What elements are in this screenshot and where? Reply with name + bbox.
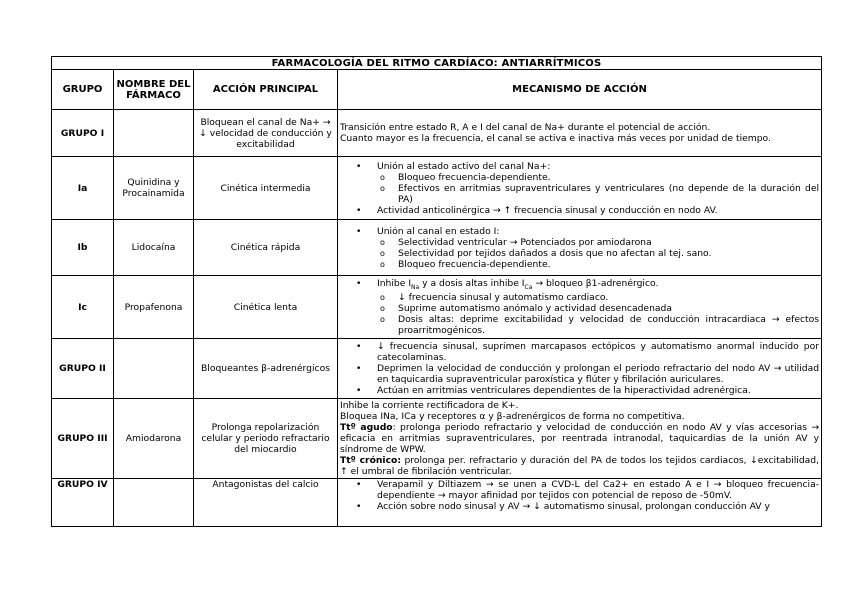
cell-farmaco [114, 110, 194, 157]
cell-accion: Prolonga repolarización celular y periodo refractario del miocardio [194, 399, 338, 479]
mechanism-line: Inhibe la corriente rectificadora de K+. [340, 400, 519, 411]
cell-grupo: Ic [52, 276, 114, 339]
cell-mecanismo [338, 220, 822, 276]
cell-mecanismo [338, 110, 822, 157]
sub-item: o ↓ frecuencia sinusal y automatismo cardiaco. [340, 292, 819, 303]
cell-farmaco [114, 479, 194, 527]
mechanism-line: Ttº agudo: prolonga periodo refractario y velocidad de conducción en nodo AV y vías accesorias → eficacia en arritmias supraventriculares, por reentrada intranodal, taquicardias de la unión AV y síndrome de WPW. [340, 422, 820, 455]
cell-accion: Cinética rápida [194, 220, 338, 276]
bullet-item: • Actividad anticolinérgica → ↑ frecuencia sinusal y conducción en nodo AV. [340, 205, 819, 216]
sub-item: o Bloqueo frecuencia-dependiente. [340, 172, 819, 183]
mechanism-line: Transición entre estado R, A e I del canal de Na+ durante el potencial de acción. [340, 122, 711, 133]
mechanism-line: Bloquea INa, ICa y receptores α y β-adrenérgicos de forma no competitiva. [340, 411, 685, 422]
sub-item: o Bloqueo frecuencia-dependiente. [340, 259, 819, 270]
header-mecanismo: MECANISMO DE ACCIÓN [338, 70, 822, 110]
cell-mecanismo [338, 157, 822, 220]
cell-farmaco: Amiodarona [114, 399, 194, 479]
cell-mecanismo [338, 339, 822, 399]
cell-accion: Bloquean el canal de Na+ → ↓ velocidad de conducción y excitabilidad [194, 110, 338, 157]
bullet-item: • ↓ frecuencia sinusal, suprimen marcapasos ectópicos y automatismo anormal inducido por catecolaminas. [340, 341, 819, 363]
cell-grupo: GRUPO IV [52, 479, 114, 527]
header-grupo: GRUPO [52, 70, 114, 110]
table-row [52, 276, 822, 339]
header-accion: ACCIÓN PRINCIPAL [194, 70, 338, 110]
table-row [52, 220, 822, 276]
sub-item: o Dosis altas: deprime excitabilidad y velocidad de conducción intracardiaca → efectos proarritmogénicos. [340, 314, 819, 336]
cell-mecanismo [338, 399, 822, 479]
cell-grupo: Ib [52, 220, 114, 276]
cell-mecanismo [338, 276, 822, 339]
table-row [52, 157, 822, 220]
cell-farmaco: Propafenona [114, 276, 194, 339]
sub-item: o Suprime automatismo anómalo y actividad desencadenada [340, 303, 819, 314]
table-row [52, 479, 822, 527]
cell-accion: Cinética intermedia [194, 157, 338, 220]
cell-accion: Antagonistas del calcio [194, 479, 338, 527]
cell-grupo: GRUPO II [52, 339, 114, 399]
mechanism-line: Cuanto mayor es la frecuencia, el canal se activa e inactiva más veces por unidad de tiempo. [340, 133, 771, 144]
sub-item: o Selectividad ventricular → Potenciados por amiodarona [340, 237, 819, 248]
cell-farmaco [114, 339, 194, 399]
bullet-item: • Unión al estado activo del canal Na+: [340, 161, 819, 172]
bullet-item: • Unión al canal en estado I: [340, 226, 819, 237]
bullet-item: • Acción sobre nodo sinusal y AV → ↓ automatismo sinusal, prolongan conducción AV y [340, 501, 819, 512]
bullet-item: • Deprimen la velocidad de conducción y prolongan el periodo refractario del nodo AV → utilidad en taquicardia supraventricular paroxística y flúter y fibrilación auriculares. [340, 363, 819, 385]
mechanism-line: Ttº crónico: prolonga per. refractario y duración del PA de todos los tejidos cardiacos, ↓excitabilidad, ↑ el umbral de fibrilación ventricular. [340, 455, 820, 477]
cell-grupo: Ia [52, 157, 114, 220]
antiarrhythmics-table [51, 56, 822, 527]
sub-item: o Selectividad por tejidos dañados a dosis que no afectan al tej. sano. [340, 248, 819, 259]
cell-accion: Cinética lenta [194, 276, 338, 339]
bullet-item: • Verapamil y Diltiazem → se unen a CVD-L del Ca2+ en estado A e I → bloqueo frecuencia-dependiente → mayor afinidad por tejidos con potencial de reposo de -50mV. [340, 479, 819, 501]
header-nombre: NOMBRE DEL FÁRMACO [114, 70, 194, 110]
table-row [52, 339, 822, 399]
table-row [52, 399, 822, 479]
cell-grupo: GRUPO III [52, 399, 114, 479]
bullet-item: • Actúan en arritmias ventriculares dependientes de la hiperactividad adrenérgica. [340, 385, 819, 396]
bullet-item: • Inhibe $I_{Na}$ y a dosis altas inhibe $I_{Ca}$ → bloqueo β1-adrenérgico. [340, 278, 819, 293]
cell-accion: Bloqueantes β-adrenérgicos [194, 339, 338, 399]
cell-grupo: GRUPO I [52, 110, 114, 157]
table-title: FARMACOLOGÍA DEL RITMO CARDÍACO: ANTIARRÍTMICOS [52, 57, 822, 70]
table-row [52, 110, 822, 157]
cell-farmaco: Lidocaína [114, 220, 194, 276]
cell-mecanismo [338, 479, 822, 527]
sub-item: o Efectivos en arritmias supraventriculares y ventriculares (no depende de la duración del PA) [340, 183, 819, 205]
cell-farmaco: Quinidina y Procainamida [114, 157, 194, 220]
